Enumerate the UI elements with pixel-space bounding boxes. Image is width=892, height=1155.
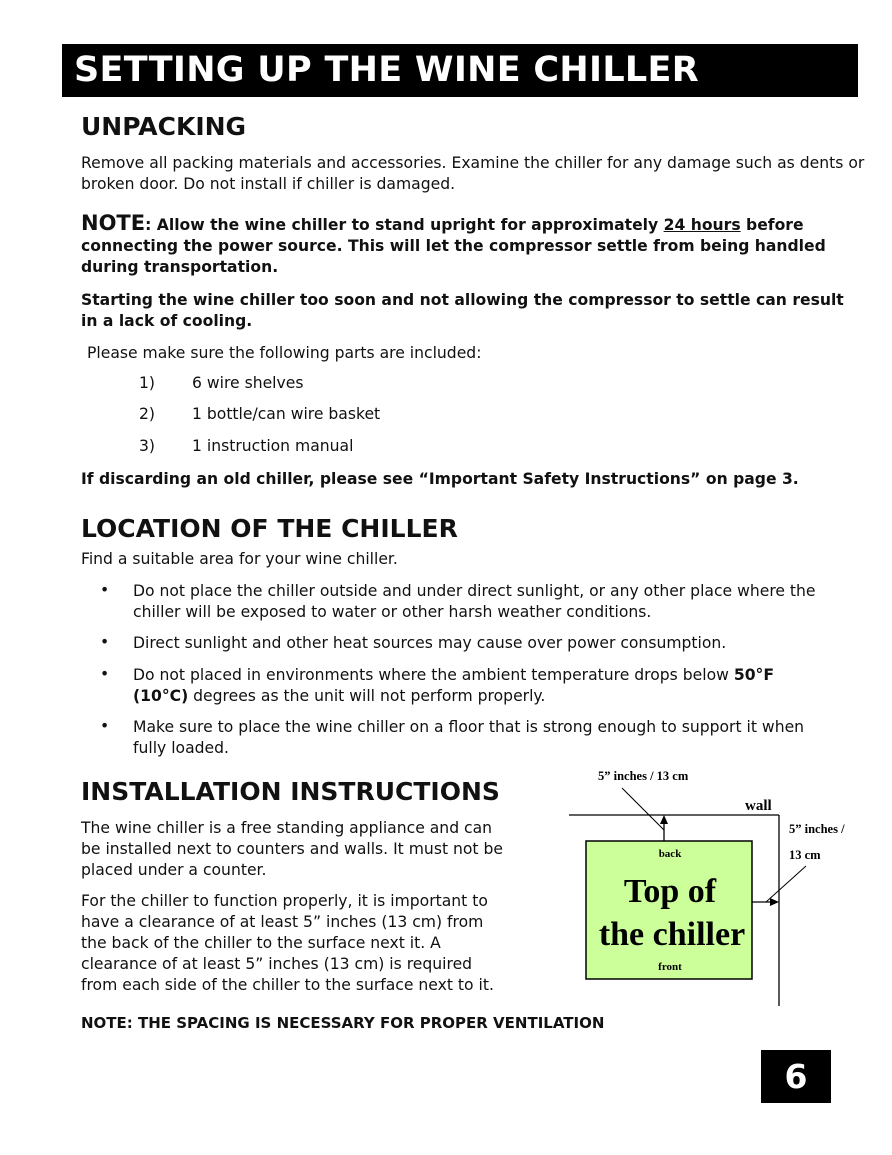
bullet-3-symbol: • <box>100 665 110 683</box>
installation-p1-line1: The wine chiller is a free standing appliance and can <box>81 819 493 837</box>
installation-heading: INSTALLATION INSTRUCTIONS <box>81 777 500 806</box>
installation-p2-line2: have a clearance of at least 5” inches (13 cm) from <box>81 913 484 931</box>
title-banner <box>62 44 858 97</box>
parts-intro: Please make sure the following parts are included: <box>87 344 482 362</box>
bullet-3-rest: degrees as the unit will not perform properly. <box>188 687 546 705</box>
parts-num-3: 3) <box>139 437 156 455</box>
bullet-1 <box>133 581 833 623</box>
note-label: NOTE <box>81 211 146 235</box>
bullet-3 <box>133 665 833 707</box>
installation-p2-line4: clearance of at least 5” inches (13 cm) is required <box>81 955 473 973</box>
back-arrow-head <box>660 815 668 824</box>
page-number-box <box>761 1050 831 1103</box>
wall-label: wall <box>745 798 772 814</box>
unpacking-intro <box>81 153 864 195</box>
page-title: SETTING UP THE WINE CHILLER <box>74 50 699 90</box>
parts-item-1: 6 wire shelves <box>192 374 304 392</box>
unpacking-intro-line2: broken door. Do not install if chiller is damaged. <box>81 175 456 193</box>
note-block <box>81 213 826 278</box>
parts-item-2: 1 bottle/can wire basket <box>192 405 381 423</box>
bullet-4-line2: fully loaded. <box>133 739 229 757</box>
side-clearance-label-2: 13 cm <box>789 848 821 862</box>
note-part1: : Allow the wine chiller to stand upright for approximately <box>145 216 664 234</box>
installation-p2-line1: For the chiller to function properly, it is important to <box>81 892 488 910</box>
front-label: front <box>658 961 682 973</box>
note-line3: during transportation. <box>81 258 279 276</box>
chiller-top-box <box>586 841 752 979</box>
page-number: 6 <box>784 1057 808 1096</box>
warning-line2: in a lack of cooling. <box>81 312 253 330</box>
bullet-4-symbol: • <box>100 717 110 735</box>
installation-p2-line3: the back of the chiller to the surface next it. A <box>81 934 441 952</box>
bullet-3-line2 <box>133 686 833 707</box>
installation-p1-line2: be installed next to counters and walls. It must not be <box>81 840 503 858</box>
installation-para-1 <box>81 818 551 881</box>
installation-para-2 <box>81 891 551 996</box>
discard-note: If discarding an old chiller, please see “Important Safety Instructions” on page 3. <box>81 470 799 488</box>
top-clearance-label: 5” inches / 13 cm <box>598 769 689 783</box>
parts-item-3: 1 instruction manual <box>192 437 354 455</box>
bullet-2: Direct sunlight and other heat sources may cause over power consumption. <box>133 634 727 652</box>
bullet-3-line1 <box>133 665 833 686</box>
bullet-3-text: Do not placed in environments where the ambient temperature drops below <box>133 666 734 684</box>
bullet-3-temp-c: (10°C) <box>133 687 189 705</box>
location-heading: LOCATION OF THE CHILLER <box>81 514 458 543</box>
note-hours: 24 hours <box>663 216 741 234</box>
warning-block <box>81 290 844 332</box>
bullet-4-line1: Make sure to place the wine chiller on a floor that is strong enough to support it when <box>133 718 805 736</box>
warning-line1: Starting the wine chiller too soon and not allowing the compressor to settle can result <box>81 291 844 309</box>
parts-num-2: 2) <box>139 405 156 423</box>
installation-p1-line3: placed under a counter. <box>81 861 267 879</box>
bullet-2-symbol: • <box>100 633 110 651</box>
box-title-line2: the chiller <box>598 916 746 953</box>
note-line1 <box>81 213 826 236</box>
location-intro: Find a suitable area for your wine chiller. <box>81 550 398 568</box>
bullet-4 <box>133 717 833 759</box>
note-line2: connecting the power source. This will let the compressor settle from being handled <box>81 237 826 255</box>
unpacking-heading: UNPACKING <box>81 112 247 141</box>
top-label-leader <box>622 788 664 830</box>
box-title-line1: Top of <box>623 873 717 910</box>
bullet-3-temp-f: 50°F <box>733 666 774 684</box>
parts-num-1: 1) <box>139 374 156 392</box>
ventilation-note: NOTE: THE SPACING IS NECESSARY FOR PROPER VENTILATION <box>81 1014 605 1032</box>
bullet-1-line1: Do not place the chiller outside and under direct sunlight, or any other place where the <box>133 582 816 600</box>
bullet-1-symbol: • <box>100 581 110 599</box>
installation-p2-line5: from each side of the chiller to the surface next to it. <box>81 976 494 994</box>
note-part2: before <box>740 216 804 234</box>
bullet-1-line2: chiller will be exposed to water or other harsh weather conditions. <box>133 603 652 621</box>
unpacking-intro-line1: Remove all packing materials and accessories. Examine the chiller for any damage such as dents or <box>81 154 865 172</box>
back-label: back <box>658 848 682 860</box>
clearance-diagram <box>560 760 870 1020</box>
side-label-leader <box>766 866 806 902</box>
side-clearance-label-1: 5” inches / <box>789 822 845 836</box>
side-arrow-head <box>770 898 779 906</box>
